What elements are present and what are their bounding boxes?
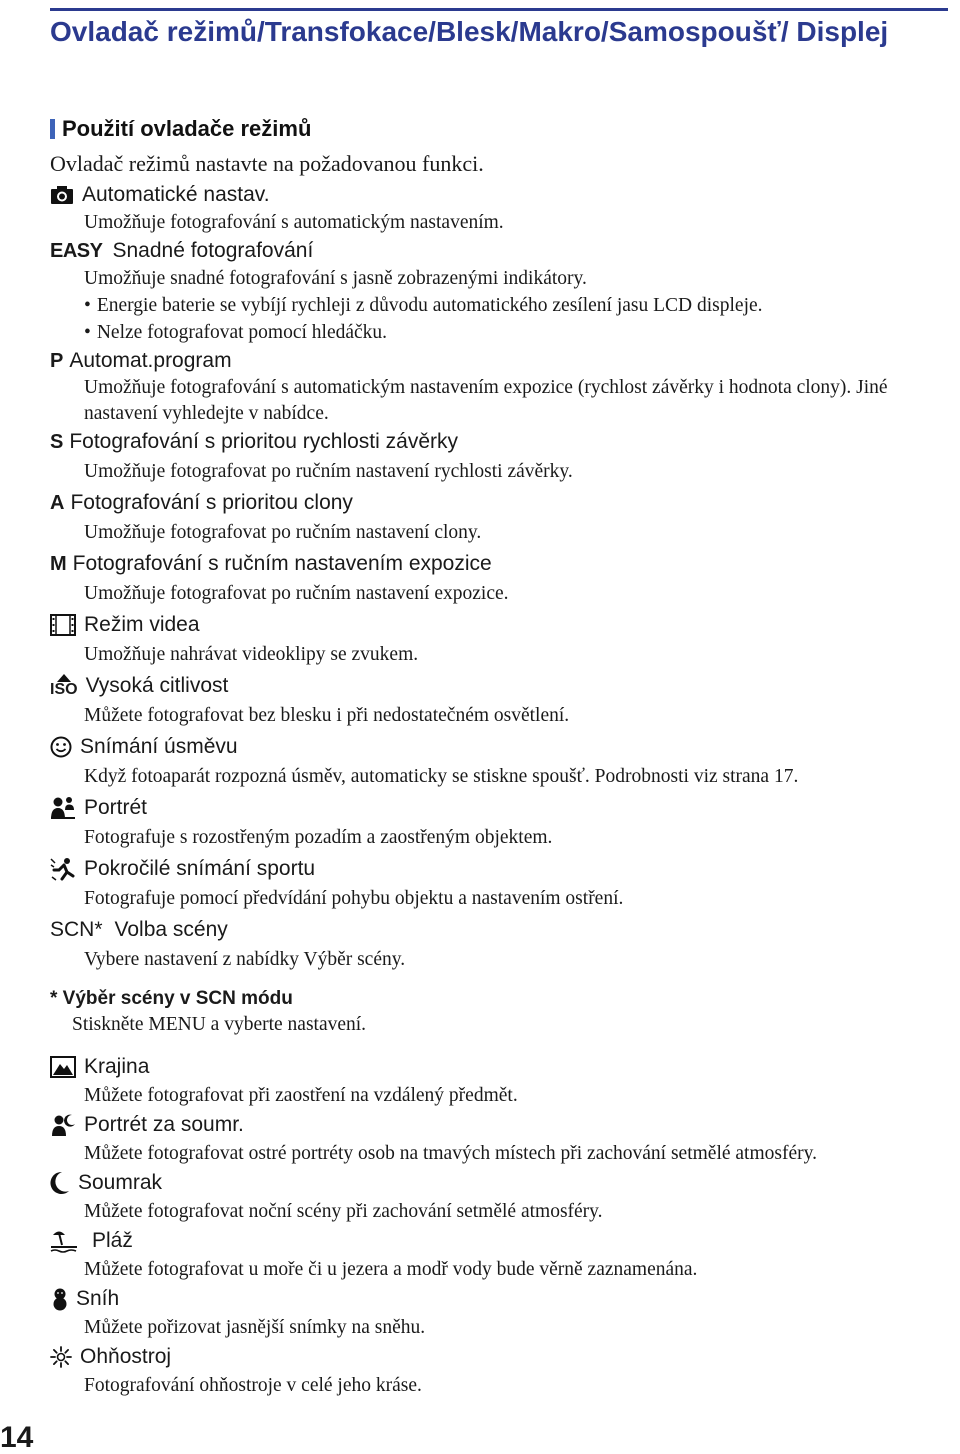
scene-item-beach — [50, 1226, 950, 1284]
top-rule — [50, 8, 948, 11]
mode-item-sports — [50, 854, 950, 915]
letter-a-icon: A — [50, 491, 65, 514]
scene-description: Můžete fotografovat noční scény při zachování setmělé atmosféry. — [84, 1201, 603, 1222]
twilight-icon — [50, 1171, 70, 1195]
high-iso-icon — [50, 674, 78, 698]
mode-item-easy — [50, 236, 950, 346]
mode-description: Umožňuje snadné fotografování s jasně zobrazenými indikátory. — [84, 268, 587, 289]
mode-item-movie — [50, 610, 950, 671]
scene-description: Můžete pořizovat jasnější snímky na sněhu. — [84, 1317, 426, 1338]
mode-description: Fotografuje s rozostřeným pozadím a zaostřeným objektem. — [84, 827, 553, 848]
scene-label: Sníh — [76, 1286, 120, 1310]
mode-item-auto — [50, 180, 950, 236]
mode-label: Fotografování s prioritou clony — [70, 490, 353, 514]
sports-icon — [50, 857, 76, 881]
film-icon — [50, 613, 76, 637]
smile-icon — [50, 735, 72, 759]
mode-label: Vysoká citlivost — [85, 673, 229, 697]
scene-label: Ohňostroj — [80, 1344, 172, 1368]
section-heading — [50, 116, 311, 142]
mode-label: Fotografování s prioritou rychlosti závěrky — [69, 429, 458, 453]
scene-list — [50, 1052, 950, 1400]
mode-description: Fotografuje pomocí předvídání pohybu objektu a nastavením ostření. — [84, 888, 624, 909]
scene-item-fireworks — [50, 1342, 950, 1400]
scene-description: Fotografování ohňostroje v celé jeho kráse. — [84, 1375, 422, 1396]
mode-description: Umožňuje fotografovat po ručním nastavení rychlosti závěrky. — [84, 461, 573, 482]
mode-description: Když fotoaparát rozpozná úsměv, automaticky se stiskne spoušť. Podrobnosti viz strana 17. — [84, 766, 799, 787]
scene-label: Pláž — [92, 1228, 133, 1252]
mode-item-aperture-priority — [50, 488, 950, 549]
letter-m-icon: M — [50, 552, 67, 575]
snow-icon — [50, 1287, 70, 1311]
mode-description: Vybere nastavení z nabídky Výběr scény. — [84, 949, 406, 970]
mode-label: Snímání úsměvu — [80, 734, 238, 758]
scene-label: Portrét za soumr. — [84, 1112, 244, 1136]
mode-description: Umožňuje fotografovat po ručním nastavení clony. — [84, 522, 482, 543]
mode-label: Automatické nastav. — [82, 182, 270, 206]
mode-item-scene-selection — [50, 915, 950, 976]
landscape-icon — [50, 1055, 76, 1079]
mode-item-smile-shutter — [50, 732, 950, 793]
section-marker — [50, 119, 55, 139]
mode-description: Umožňuje fotografování s automatickým nastavením expozice (rychlost závěrky i hodnota clony). Jiné nastavení vyhledejte v nabídce. — [84, 377, 888, 424]
letter-p-icon: P — [50, 349, 64, 372]
scene-description: Můžete fotografovat ostré portréty osob na tmavých místech při zachování setmělé atmosféry. — [84, 1143, 817, 1164]
page-number: 14 — [0, 1421, 34, 1454]
note-text: Stiskněte MENU a vyberte nastavení. — [72, 1014, 367, 1035]
mode-description: Umožňuje fotografovat po ručním nastavení expozice. — [84, 583, 509, 604]
mode-label: Pokročilé snímání sportu — [84, 856, 316, 880]
scene-item-twilight — [50, 1168, 950, 1226]
section-heading-text: Použití ovladače režimů — [62, 116, 312, 141]
scene-item-snow — [50, 1284, 950, 1342]
mode-label: Režim videa — [84, 612, 200, 636]
note-heading: * Výběr scény v SCN módu — [50, 988, 293, 1009]
mode-description: Můžete fotografovat bez blesku i při nedostatečném osvětlení. — [84, 705, 570, 726]
mode-label: Fotografování s ručním nastavením expozice — [72, 551, 492, 575]
letter-s-icon: S — [50, 430, 64, 453]
portrait-icon — [50, 796, 76, 820]
bullet-item: • Nelze fotografovat pomocí hledáčku. — [84, 319, 950, 346]
scene-description: Můžete fotografovat při zaostření na vzdálený předmět. — [84, 1085, 518, 1106]
intro-text: Ovladač režimů nastavte na požadovanou funkci. — [50, 151, 484, 176]
mode-item-manual — [50, 549, 950, 610]
beach-icon — [50, 1229, 78, 1253]
mode-description: Umožňuje fotografování s automatickým nastavením. — [84, 212, 504, 233]
mode-item-high-sensitivity — [50, 671, 950, 732]
mode-item-portrait — [50, 793, 950, 854]
camera-icon — [50, 183, 74, 207]
mode-item-program — [50, 346, 950, 427]
fireworks-icon — [50, 1345, 72, 1369]
bullet-item: • Energie baterie se vybíjí rychleji z důvodu automatického zesílení jasu LCD displeje. — [84, 292, 950, 319]
scene-label: Krajina — [84, 1054, 150, 1078]
page-title: Ovladač režimů/Transfokace/Blesk/Makro/Samospoušť/ Displej — [50, 16, 889, 47]
scene-note — [50, 986, 366, 1038]
twilight-portrait-icon — [50, 1113, 76, 1137]
mode-label: Volba scény — [114, 917, 228, 941]
mode-label: Automat.program — [69, 348, 232, 372]
scene-item-landscape — [50, 1052, 950, 1110]
mode-description: Umožňuje nahrávat videoklipy se zvukem. — [84, 644, 419, 665]
mode-list — [50, 180, 950, 976]
iso-text: ISO — [50, 680, 78, 698]
scn-icon: SCN* — [50, 917, 103, 941]
mode-label: Portrét — [84, 795, 148, 819]
scene-description: Můžete fotografovat u moře či u jezera a modř vody bude věrně zaznamenána. — [84, 1259, 698, 1280]
scene-label: Soumrak — [78, 1170, 163, 1194]
mode-label: Snadné fotografování — [112, 238, 314, 262]
mode-item-shutter-priority — [50, 427, 950, 488]
easy-icon: EASY — [50, 239, 103, 262]
scene-item-twilight-portrait — [50, 1110, 950, 1168]
